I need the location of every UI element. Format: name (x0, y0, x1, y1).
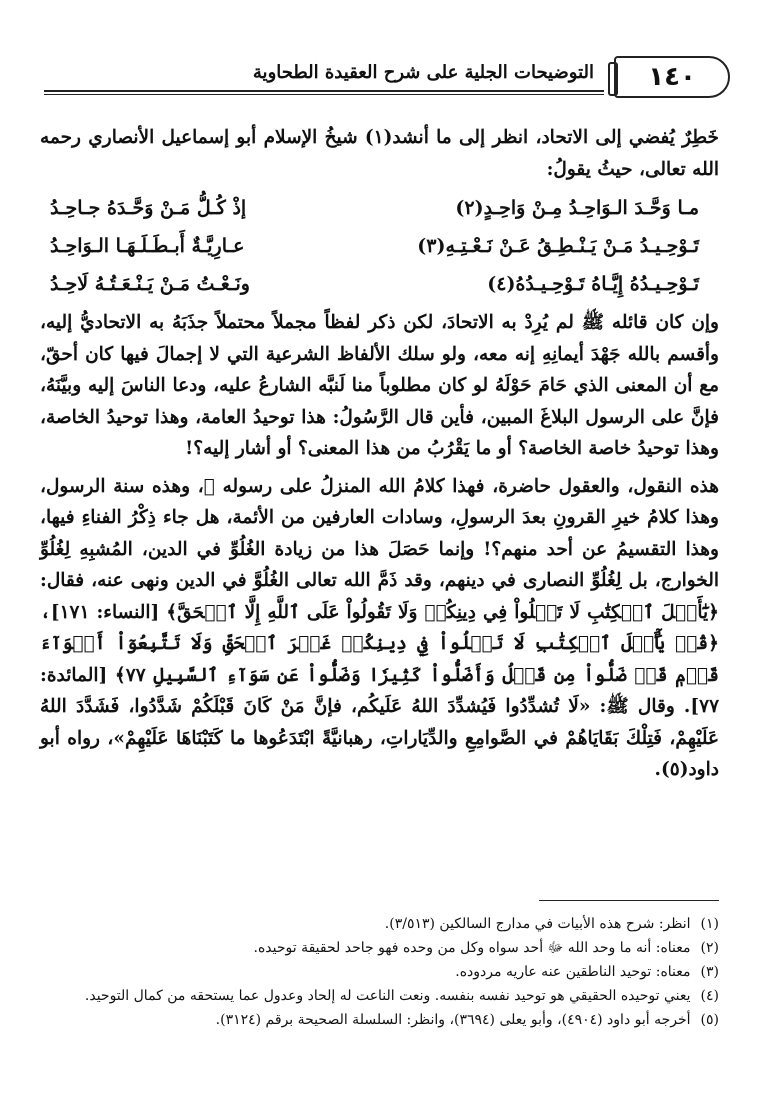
header-rule-thin (44, 94, 604, 95)
page-number-badge (614, 56, 730, 98)
footnote (40, 984, 719, 1008)
footnote-number: (٤) (700, 988, 719, 1004)
footnote-number: (١) (700, 916, 719, 932)
verse-hemistich-2: إذْ كُـلُّ مَـنْ وَحَّـدَهُ جـاحِـدُ (50, 197, 247, 219)
page-header (44, 52, 734, 100)
footnotes (40, 912, 719, 1032)
footnote-text: معناه: أنه ما وحد الله ﷻ أحد سواه وكل من وحده فهو جاحد لحقيقة توحيده. (253, 940, 691, 956)
poem-verse (40, 189, 719, 227)
footnote-text: أخرجه أبو داود (٤٩٠٤)، وأبو يعلى (٣٦٩٤)، وانظر: السلسلة الصحيحة برقم (٣١٢٤). (215, 1012, 691, 1028)
verse-hemistich-2: عـارِيَّـةٌ أَبـطَـلَـهَـا الـوَاحِـدُ (50, 235, 245, 257)
verse-hemistich-2: ونَـعْـتُ مَـنْ يَـنْـعَـتُـهُ لَاحِـدُ (50, 273, 250, 295)
footnote-text: يعني توحيده الحقيقي هو توحيد نفسه بنفسه. ونعت الناعت له إلحاد وعدول عما يستحقه من كمال التوحيد. (84, 988, 691, 1004)
main-text (40, 122, 719, 786)
paragraph-evidence: هذه النقول، والعقول حاضرة، فهذا كلامُ الله المنزلُ على رسوله ﷺ، وهذه سنة الرسول، وهذا كلامُ خيرِ القرونِ بعدَ الرسولِ، وسادات العارفين من الأئمة، هل جاء ذِكْرُ الفناءِ فيها، وهذا التقسيمُ عن أحد منهم؟! وإنما حَصَلَ هذا من زيادة الغُلُوِّ في الدين، المُشبِهِ لِغُلُوِّ الخوارج، بل لِغُلُوِّ النصارى في دينهم، وقد ذَمَّ الله تعالى الغُلُوَّ في الدين ونهى عنه، فقال: ﴿يَٰٓأَهۡلَ ٱلۡكِتَٰبِ لَا تَغۡلُواْ فِي دِينِكُمۡ وَلَا تَقُولُواْ عَلَى ٱللَّهِ إِلَّا ٱلۡحَقَّ﴾ [النساء: ١٧١]، ﴿قُلۡ يَٰٓأَهۡلَ ٱلۡكِتَٰبِ لَا تَغۡلُواْ فِي دِينِكُمۡ غَيۡرَ ٱلۡحَقِّ وَلَا تَتَّبِعُوٓاْ أَهۡوَآءَ قَوۡمٖ قَدۡ ضَلُّواْ مِن قَبۡلُ وَأَضَلُّواْ كَثِيرٗا وَضَلُّواْ عَن سَوَآءِ ٱلسَّبِيلِ ٧٧﴾ [المائدة: ٧٧]. وقال ﷺ: «لَا تُشدِّدُوا فَيُشدِّدَ اللهُ عَلَيكُم، فإنَّ مَنْ كَانَ قَبْلَكُمْ شَدَّدُوا، فَشَدَّدَ اللهُ عَلَيْهِمْ، فَتِلْكَ بَقَايَاهُمْ في الصَّوامِعِ والدِّيَاراتِ، رهبانيَّةً ابْتَدَعُوها ما كَتَبْنَاهَا عَلَيْهِمْ»، رواه أبو داود(٥). (40, 475, 720, 780)
footnote-number: (٢) (700, 940, 719, 956)
paragraph-commentary: وإن كان قائله ﷺ لم يُرِدْ به الاتحادَ، لكن ذكر لفظاً مجملاً محتملاً جذَبَهُ به الاتحاديُّ إليه، وأقسم بالله جَهْدَ أيمانِهِ إنه معه، ولو سلك الألفاظ الشرعية التي لا إجمالَ فيها كان أحقّ، مع أن المعنى الذي حَامَ حَوْلَهُ لو كان مطلوباً منا لَنبَّه الشارعُ عليه، ودعا الناسَ إليه وبيَّنَهُ، فإنَّ على الرسول البلاغَ المبين، فأين قال الرَّسُولُ: هذا توحيدُ العامة، وهذا توحيدُ الخاصة، وهذا توحيدُ خاصة الخاصة؟ أو ما يَقْرُبُ من هذا المعنى؟ أو أشار إليه؟! (40, 312, 719, 459)
poem (40, 189, 719, 303)
footnote-text: انظر: شرح هذه الأبيات في مدارج السالكين (٣/٥١٣). (384, 916, 691, 932)
footnote-text: معناه: توحيد الناطقين عنه عاريه مردوده. (455, 964, 691, 980)
footnote-number: (٥) (700, 1012, 719, 1028)
verse-hemistich-1: مـا وَحَّـدَ الـوَاحِـدُ مِـنْ وَاحِـدٍ(٢) (455, 197, 699, 219)
poem-verse (40, 265, 719, 303)
page-number: ١٤٠ (648, 62, 696, 92)
poem-verse (40, 227, 719, 265)
header-rule (44, 90, 604, 92)
footnote (40, 912, 719, 936)
paragraph-intro: خَطِرٌ يُفضي إلى الاتحاد، انظر إلى ما أنشد(١) شيخُ الإسلام أبو إسماعيل الأنصاري رحمه الله تعالى، حيثُ يقولُ: (40, 127, 719, 180)
running-title: التوضيحات الجلية على شرح العقيدة الطحاوية (252, 62, 594, 83)
footnote-separator (539, 900, 719, 901)
footnote-number: (٣) (700, 964, 719, 980)
badge-ornament (608, 62, 618, 96)
footnote (40, 936, 719, 960)
footnote (40, 960, 719, 984)
footnote (40, 1008, 719, 1032)
verse-hemistich-1: تَـوْحِـيـدُ مَـنْ يَـنْـطِـقُ عَـنْ نَـعْـتِـهِ(٣) (417, 235, 699, 257)
verse-hemistich-1: تَـوْحِـيـدُهُ إِيَّـاهُ تَـوْحِـيـدُهُ(٤) (487, 273, 699, 295)
